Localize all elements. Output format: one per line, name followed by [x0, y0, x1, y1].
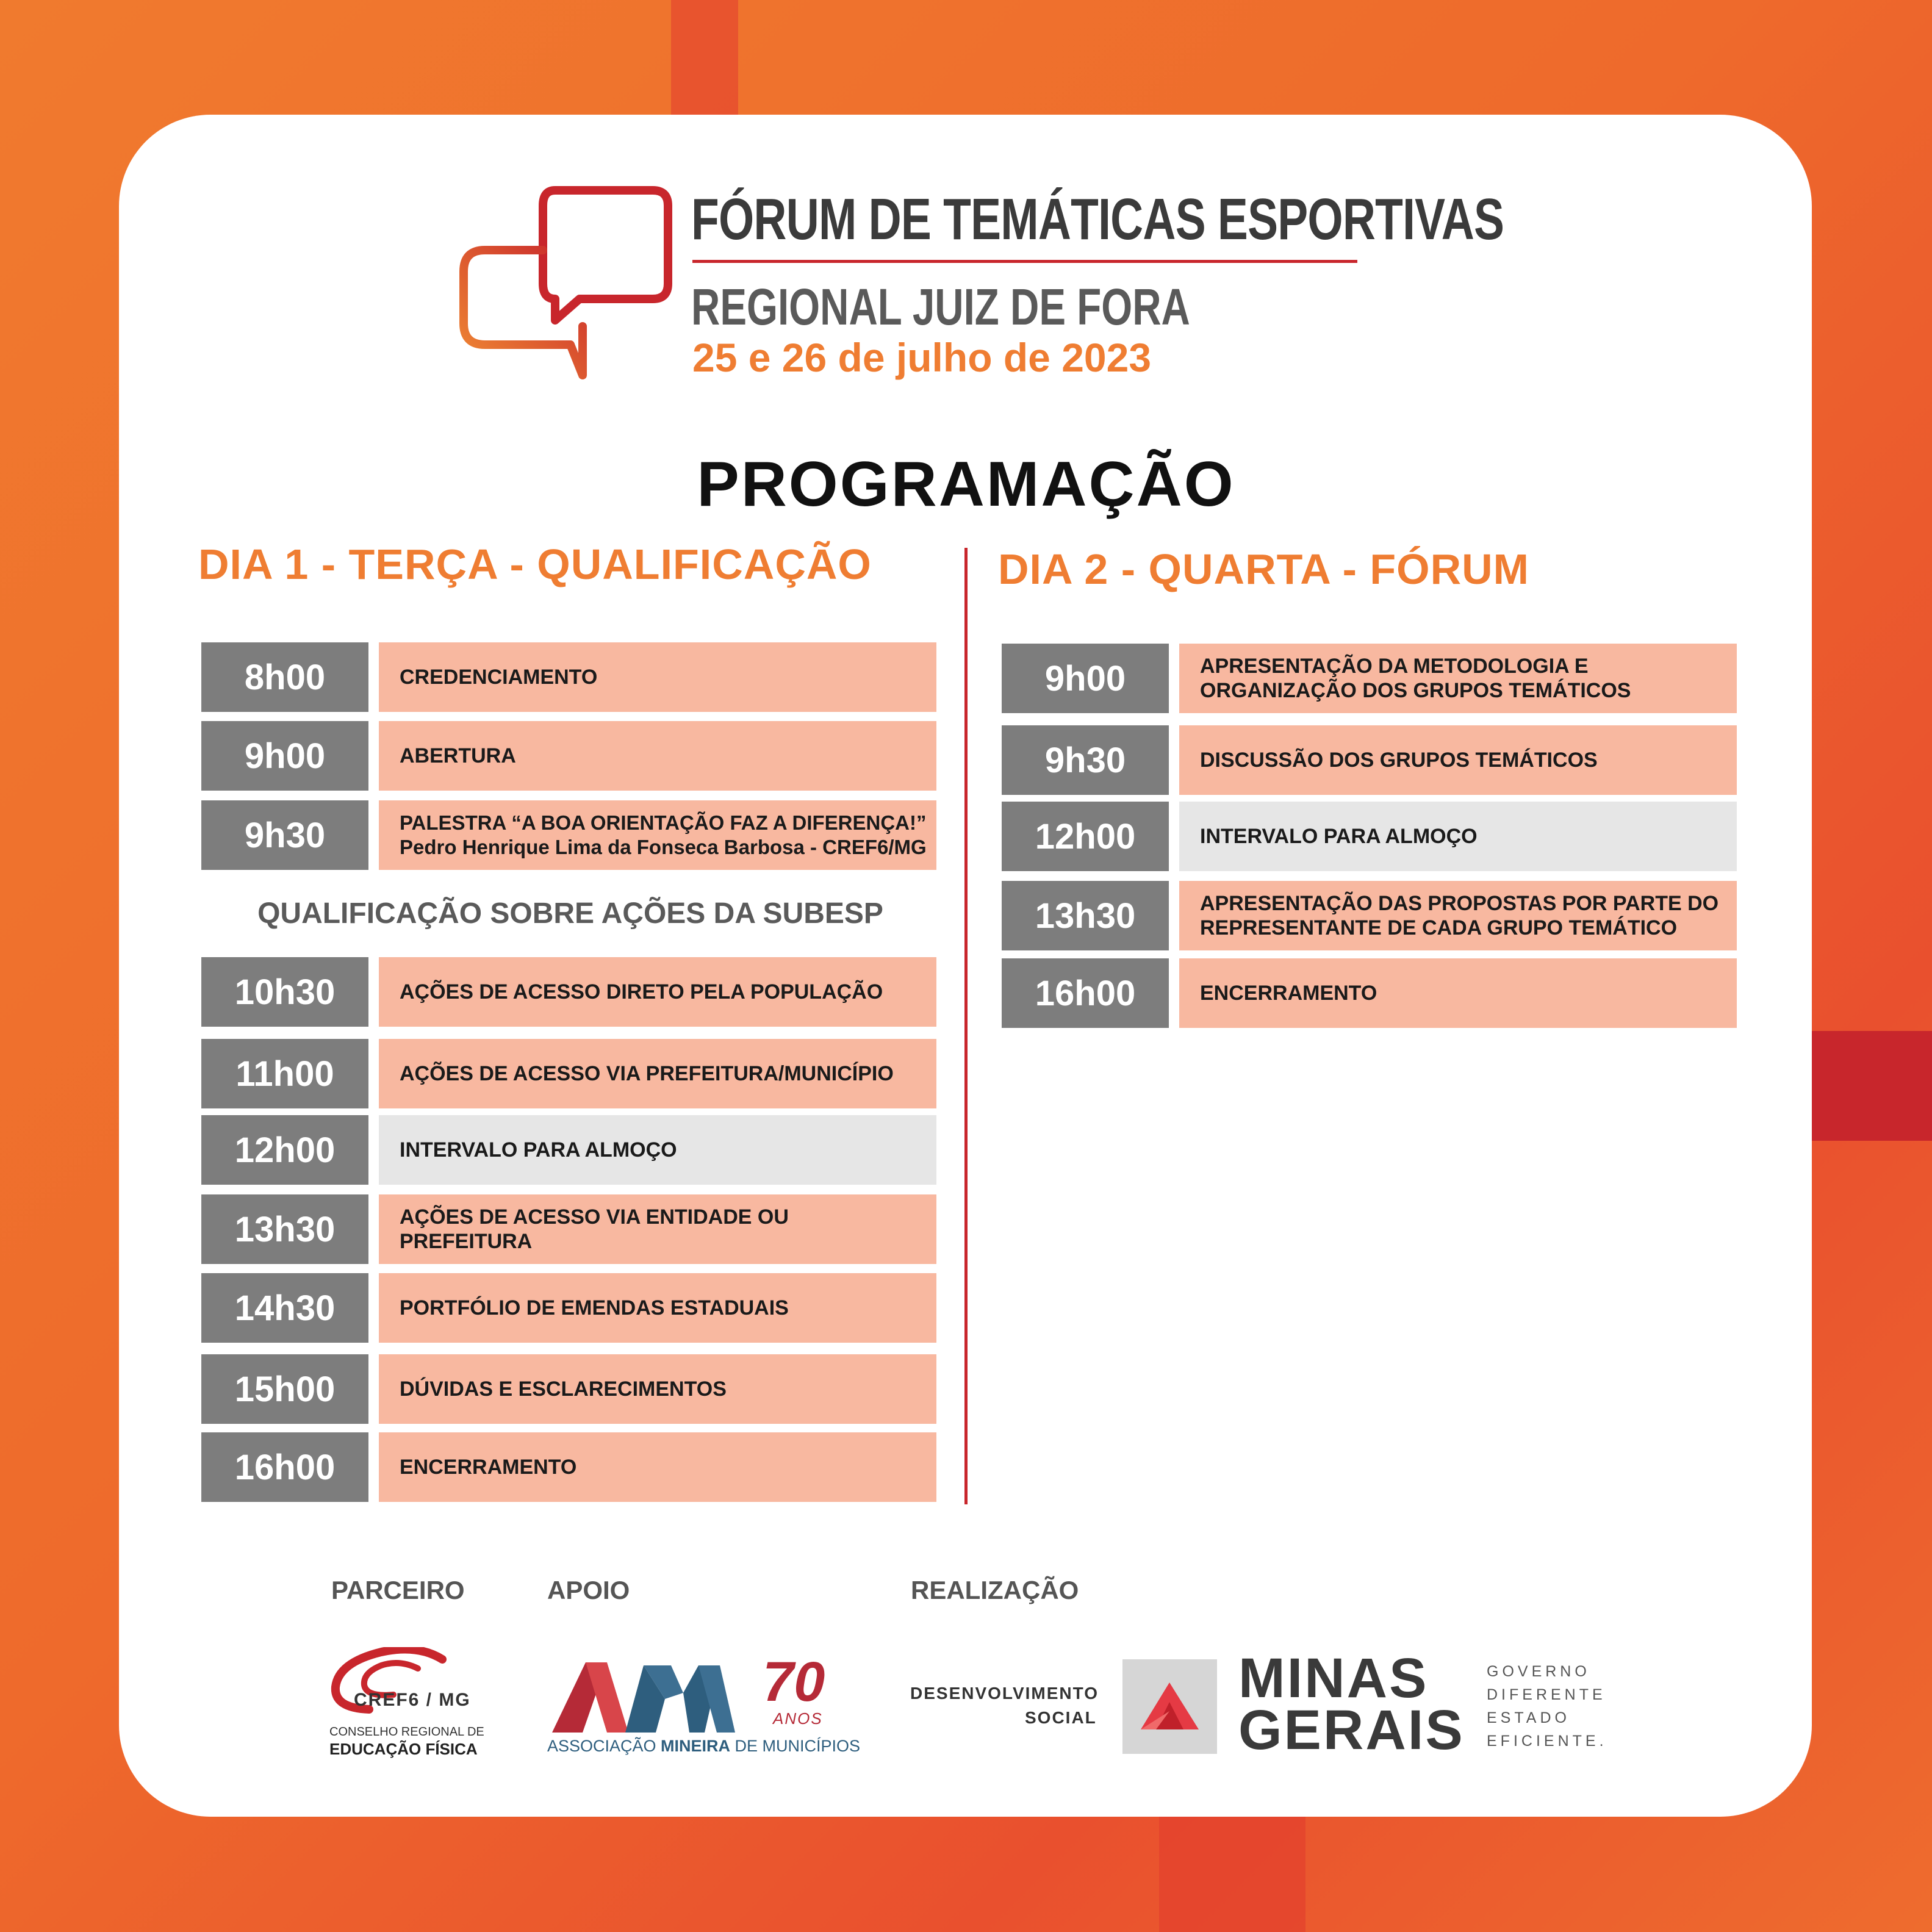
- amm-name: ASSOCIAÇÃO MINEIRA DE MUNICÍPIOS: [547, 1737, 861, 1755]
- amm-years: 70: [763, 1651, 825, 1713]
- schedule-time: 12h00: [201, 1115, 368, 1185]
- speech-bubbles-logo-icon: [451, 183, 677, 384]
- schedule-desc-break: INTERVALO PARA ALMOÇO: [1179, 802, 1737, 871]
- schedule-time: 16h00: [201, 1432, 368, 1502]
- event-subtitle: REGIONAL JUIZ DE FORA: [691, 278, 1190, 336]
- cref-code: CREF6 / MG: [354, 1690, 471, 1710]
- schedule-desc: AÇÕES DE ACESSO VIA PREFEITURA/MUNICÍPIO: [379, 1039, 936, 1108]
- amm-acronym: [546, 1650, 547, 1651]
- schedule-desc: APRESENTAÇÃO DA METODOLOGIA E ORGANIZAÇÃO DOS GRUPOS TEMÁTICOS: [1179, 644, 1737, 713]
- schedule-time: 8h00: [201, 642, 368, 712]
- mg-name-line1: MINAS: [1238, 1647, 1429, 1709]
- schedule-desc: PORTFÓLIO DE EMENDAS ESTADUAIS: [379, 1273, 936, 1343]
- schedule-time: 16h00: [1002, 958, 1169, 1028]
- amm-mark-icon: [552, 1656, 766, 1736]
- schedule-desc: DISCUSSÃO DOS GRUPOS TEMÁTICOS: [1179, 725, 1737, 795]
- schedule-desc: APRESENTAÇÃO DAS PROPOSTAS POR PARTE DO REPRESENTANTE DE CADA GRUPO TEMÁTICO: [1179, 881, 1737, 950]
- minas-gerais-triangle-icon: [1122, 1659, 1217, 1754]
- amm-anos: ANOS: [773, 1709, 823, 1728]
- schedule-time: 12h00: [1002, 802, 1169, 871]
- schedule-desc: ABERTURA: [379, 721, 936, 791]
- support-label: APOIO: [547, 1576, 630, 1604]
- event-date: 25 e 26 de julho de 2023: [692, 335, 1152, 380]
- mg-slogan-1: GOVERNO: [1487, 1663, 1590, 1680]
- schedule-desc: DÚVIDAS E ESCLARECIMENTOS: [379, 1354, 936, 1424]
- cref-line1: CONSELHO REGIONAL DE: [329, 1725, 484, 1739]
- mg-slogan-3: ESTADO: [1487, 1709, 1570, 1726]
- amm-logo: [546, 1650, 861, 1766]
- mg-dept-line1: DESENVOLVIMENTO: [910, 1684, 1099, 1703]
- schedule-desc: ENCERRAMENTO: [1179, 958, 1737, 1028]
- event-title: FÓRUM DE TEMÁTICAS ESPORTIVAS: [691, 187, 1504, 252]
- day2-title: DIA 2 - QUARTA - FÓRUM: [998, 545, 1529, 593]
- schedule-time: 9h30: [1002, 725, 1169, 795]
- realization-label: REALIZAÇÃO: [911, 1576, 1079, 1604]
- schedule-time: 9h30: [201, 800, 368, 870]
- column-divider: [964, 548, 968, 1504]
- schedule-desc: ENCERRAMENTO: [379, 1432, 936, 1502]
- schedule-time: 11h00: [201, 1039, 368, 1108]
- schedule-time: 14h30: [201, 1273, 368, 1343]
- schedule-desc: AÇÕES DE ACESSO DIRETO PELA POPULAÇÃO: [379, 957, 936, 1027]
- day1-subheading: QUALIFICAÇÃO SOBRE AÇÕES DA SUBESP: [257, 897, 883, 930]
- mg-slogan-2: DIFERENTE: [1487, 1686, 1606, 1703]
- schedule-desc: CREDENCIAMENTO: [379, 642, 936, 712]
- schedule-time: 9h00: [1002, 644, 1169, 713]
- schedule-time: 13h30: [201, 1194, 368, 1264]
- background-stripe: [671, 0, 738, 115]
- mg-dept-line2: SOCIAL: [1025, 1708, 1097, 1727]
- mg-slogan-4: EFICIENTE.: [1487, 1733, 1607, 1750]
- title-underline: [692, 260, 1357, 263]
- schedule-time: 15h00: [201, 1354, 368, 1424]
- cref-line2: EDUCAÇÃO FÍSICA: [329, 1740, 478, 1758]
- schedule-time: 9h00: [201, 721, 368, 791]
- schedule-time: 13h30: [1002, 881, 1169, 950]
- schedule-desc: AÇÕES DE ACESSO VIA ENTIDADE OU PREFEITURA: [379, 1194, 936, 1264]
- cref6-logo: [326, 1647, 485, 1763]
- background-stripe: [1159, 1817, 1305, 1932]
- background-stripe: [1812, 1031, 1932, 1141]
- schedule-desc-break: INTERVALO PARA ALMOÇO: [379, 1115, 936, 1185]
- program-title: PROGRAMAÇÃO: [697, 449, 1235, 520]
- mg-name-line2: GERAIS: [1238, 1699, 1465, 1761]
- partner-label: PARCEIRO: [331, 1576, 465, 1604]
- schedule-desc: PALESTRA “A BOA ORIENTAÇÃO FAZ A DIFERENÇA!” Pedro Henrique Lima da Fonseca Barbosa - CREF6/MG: [379, 800, 936, 870]
- schedule-time: 10h30: [201, 957, 368, 1027]
- day1-title: DIA 1 - TERÇA - QUALIFICAÇÃO: [198, 540, 872, 588]
